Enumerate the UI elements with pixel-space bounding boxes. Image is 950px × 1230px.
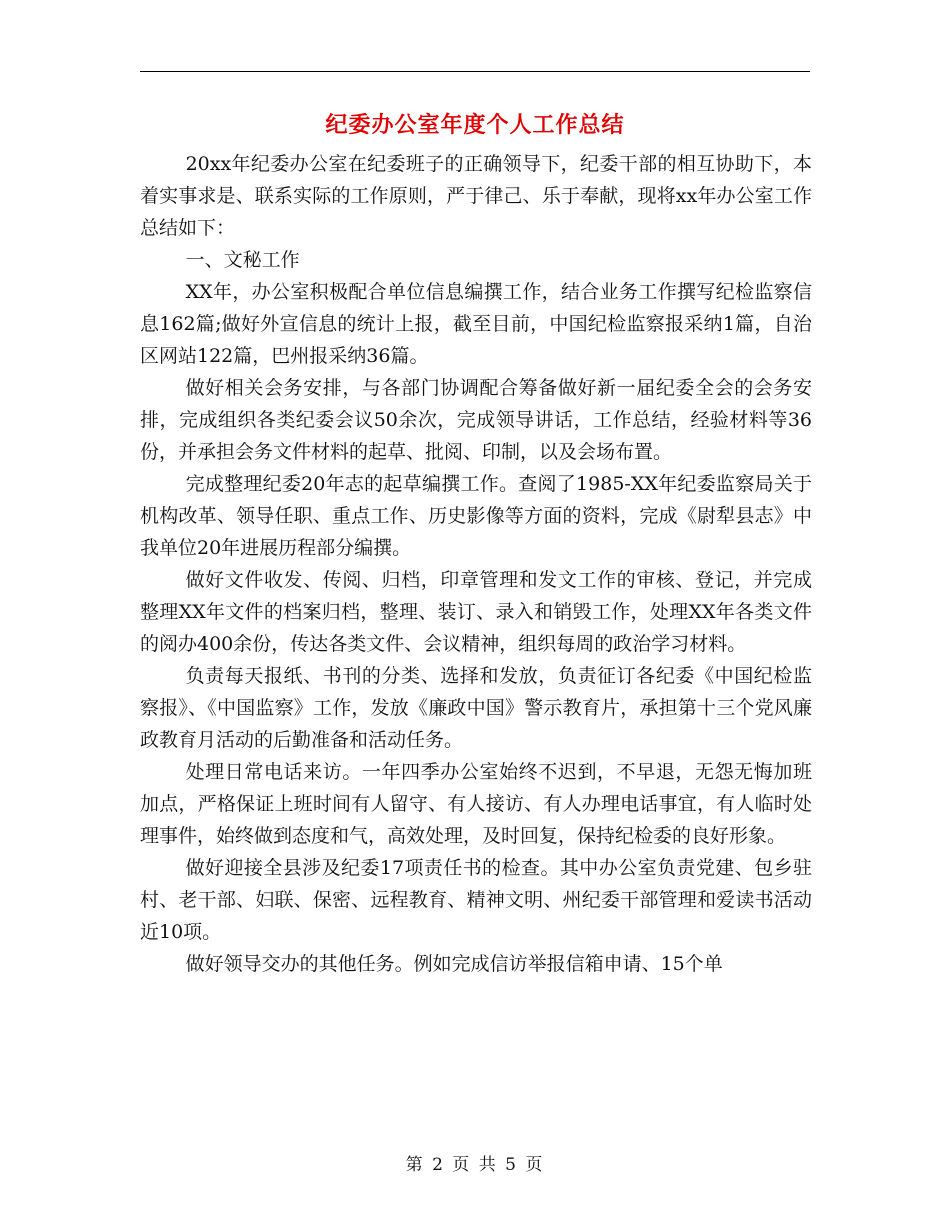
- paragraph-county-annals: 完成整理纪委20年志的起草编撰工作。查阅了1985-XX年纪委监察局关于机构改革、领导任职、重点工作、历史影像等方面的资料，完成《尉犁县志》中我单位20年进展历程部分编撰。: [140, 473, 812, 559]
- paragraph-intro: 20xx年纪委办公室在纪委班子的正确领导下，纪委干部的相互协助下，本着实事求是、联系实际的工作原则，严于律己、乐于奉献，现将xx年办公室工作总结如下：: [140, 153, 812, 239]
- paragraph-info-writing: XX年，办公室积极配合单位信息编撰工作，结合业务工作撰写纪检监察信息162篇;做好外宣信息的统计上报，截至目前，中国纪检监察报采纳1篇，自治区网站122篇，巴州报采纳36篇。: [140, 281, 812, 367]
- section-heading: 一、文秘工作: [185, 249, 300, 271]
- paragraph-meetings: 做好相关会务安排，与各部门协调配合筹备做好新一届纪委全会的会务安排，完成组织各类纪委会议50余次，完成领导讲话，工作总结，经验材料等36份，并承担会务文件材料的起草、批阅、印制，以及会场布置。: [140, 377, 812, 463]
- document-body: [140, 148, 812, 980]
- document-title: 纪委办公室年度个人工作总结: [325, 112, 625, 138]
- page-number: 第 2 页 共 5 页: [405, 1155, 545, 1175]
- header-rule: [140, 71, 810, 72]
- paragraph-phone-visits: 处理日常电话来访。一年四季办公室始终不迟到，不早退，无怨无悔加班加点，严格保证上班时间有人留守、有人接访、有人办理电话事宜，有人临时处理事件，始终做到态度和气，高效处理，及时回复，保持纪检委的良好形象。: [140, 761, 812, 847]
- paragraph-newspapers: 负责每天报纸、书刊的分类、选择和发放，负责征订各纪委《中国纪检监察报》、《中国监察》工作，发放《廉政中国》警示教育片，承担第十三个党风廉政教育月活动的后勤准备和活动任务。: [140, 665, 812, 751]
- paragraph-inspection: 做好迎接全县涉及纪委17项责任书的检查。其中办公室负责党建、包乡驻村、老干部、妇联、保密、远程教育、精神文明、州纪委干部管理和爱读书活动近10项。: [140, 857, 812, 943]
- paragraph-other-tasks: 做好领导交办的其他任务。例如完成信访举报信箱申请、15个单: [185, 953, 723, 975]
- paragraph-document-handling: 做好文件收发、传阅、归档，印章管理和发文工作的审核、登记，并完成整理XX年文件的档案归档，整理、装订、录入和销毁工作，处理XX年各类文件的阅办400余份，传达各类文件、会议精神，组织每周的政治学习材料。: [140, 569, 812, 655]
